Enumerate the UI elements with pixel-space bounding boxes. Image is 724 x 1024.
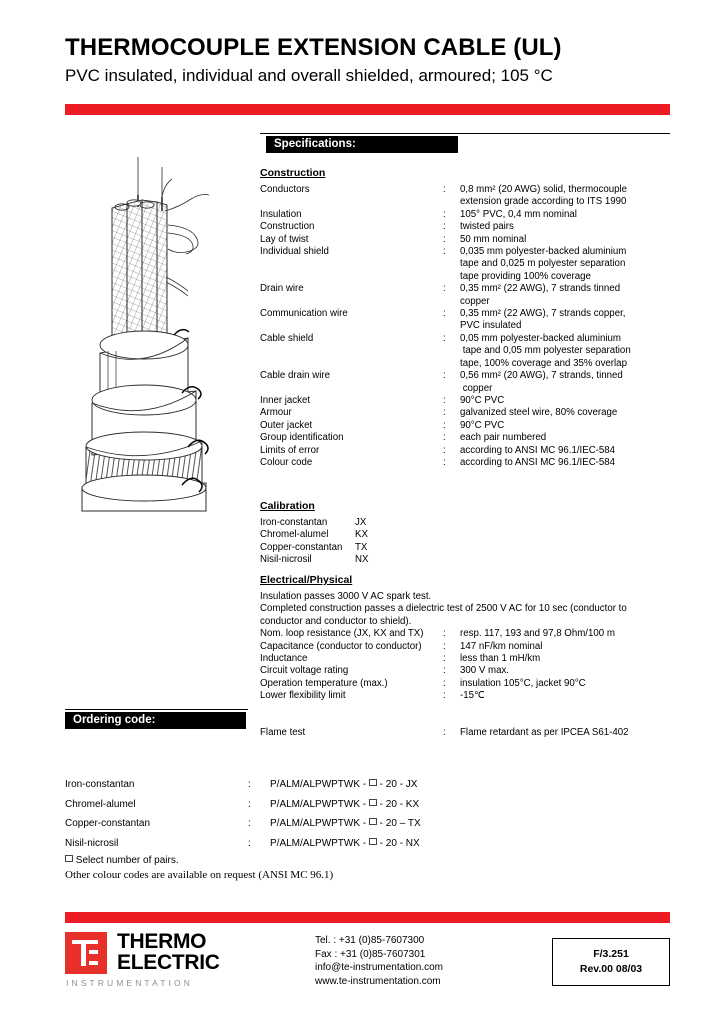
spec-value-line: twisted pairs	[460, 221, 514, 233]
pair-count-checkbox[interactable]	[369, 779, 377, 786]
calibration-row	[260, 554, 672, 566]
electrical-separator: :	[443, 653, 446, 665]
colour-codes-note: Other colour codes are available on request (ANSI MC 96.1)	[65, 869, 334, 881]
ordering-row	[65, 814, 525, 834]
spec-value	[460, 283, 672, 308]
spec-value-line: copper	[460, 295, 490, 307]
spec-value-line: tape and 0,05 mm polyester separation	[460, 345, 631, 357]
spec-value	[460, 246, 672, 283]
pair-count-checkbox[interactable]	[369, 838, 377, 845]
ordering-notes	[65, 854, 333, 883]
spec-value	[460, 432, 672, 444]
calibration-name: Iron-constantan	[260, 517, 328, 528]
spec-value	[460, 308, 672, 333]
spec-row	[260, 457, 672, 469]
ordering-code-prefix: P/ALM/ALPWPTWK -	[270, 837, 369, 849]
spec-separator: :	[443, 419, 446, 431]
ordering-name: Chromel-alumel	[65, 798, 136, 810]
spec-label: Limits of error	[260, 444, 320, 456]
spec-value-line: 105° PVC, 0,4 mm nominal	[460, 208, 577, 220]
spec-value-line: according to ANSI MC 96.1/IEC-584	[460, 444, 616, 456]
electrical-separator: :	[443, 677, 446, 689]
spec-row	[260, 420, 672, 432]
flame-test-section	[260, 727, 672, 739]
spec-label: Insulation	[260, 208, 302, 220]
ordering-code-header: Ordering code:	[65, 712, 246, 729]
spec-value-line: extension grade according to ITS 1990	[460, 196, 627, 208]
spec-value-line: 0,35 mm² (22 AWG), 7 strands tinned	[460, 283, 621, 295]
electrical-value: -15℃	[460, 690, 485, 702]
contact-link[interactable]: www.te-instrumentation.com	[315, 975, 441, 987]
ordering-code-value	[270, 834, 525, 854]
page-subtitle: PVC insulated, individual and overall shielded, armoured; 105 °C	[65, 66, 553, 85]
cable-cutaway-illustration	[70, 155, 220, 520]
footer-red-bar	[65, 912, 670, 923]
spec-label: Colour code	[260, 456, 313, 468]
spec-value-line: 0,035 mm polyester-backed aluminium	[460, 246, 627, 258]
calibration-row	[260, 529, 672, 541]
ordering-separator: :	[248, 798, 251, 810]
calibration-row	[260, 517, 672, 529]
spec-label: Conductors	[260, 184, 310, 195]
document-reference-box	[552, 938, 670, 986]
spec-label: Drain wire	[260, 283, 304, 295]
logo-line-2: ELECTRIC	[117, 951, 220, 974]
spec-separator: :	[443, 432, 446, 444]
specifications-header: Specifications:	[266, 136, 458, 153]
spec-value	[460, 370, 672, 395]
ordering-code-rule	[65, 709, 248, 710]
spec-separator: :	[443, 184, 446, 195]
spec-value-line: 0,05 mm polyester-backed aluminium	[460, 332, 621, 344]
calibration-code: KX	[355, 529, 368, 541]
ordering-code-suffix: - 20 - JX	[376, 779, 418, 790]
electrical-label: Capacitance (conductor to conductor)	[260, 640, 422, 652]
spec-row	[260, 432, 672, 444]
spec-separator: :	[443, 456, 446, 468]
electrical-separator: :	[443, 690, 446, 702]
electrical-statement: Insulation passes 3000 V AC spark test.	[260, 591, 432, 602]
logo-line-1: THERMO	[117, 930, 207, 953]
checkbox-icon[interactable]	[65, 855, 73, 862]
calibration-name: Chromel-alumel	[260, 529, 329, 541]
calibration-name: Nisil-nicrosil	[260, 554, 312, 566]
spec-row	[260, 407, 672, 419]
logo-tagline: INSTRUMENTATION	[66, 978, 193, 988]
electrical-label: Nom. loop resistance (JX, KX and TX)	[260, 628, 424, 640]
electrical-row	[260, 641, 672, 653]
ordering-name: Copper-constantan	[65, 818, 151, 829]
spec-separator: :	[443, 444, 446, 456]
spec-value	[460, 209, 672, 221]
spec-value-line: 90°C PVC	[460, 419, 505, 431]
spec-value-line: 50 mm nominal	[460, 233, 527, 245]
electrical-row	[260, 628, 672, 640]
ordering-code-value	[270, 775, 525, 795]
spec-separator: :	[443, 233, 446, 245]
electrical-label: Lower flexibility limit	[260, 690, 346, 702]
construction-rows	[260, 184, 672, 469]
ordering-code-value	[270, 795, 525, 815]
spec-row	[260, 395, 672, 407]
calibration-code: NX	[355, 554, 369, 566]
ordering-name: Iron-constantan	[65, 779, 135, 790]
spec-label: Outer jacket	[260, 419, 313, 431]
ordering-code-rows	[65, 775, 525, 853]
spec-value	[460, 184, 672, 209]
electrical-statement: Completed construction passes a dielectric test of 2500 V AC for 10 sec (conductor to	[260, 603, 627, 615]
spec-separator: :	[443, 221, 446, 233]
spec-value-line: tape providing 100% coverage	[460, 270, 591, 282]
electrical-separator: :	[443, 640, 446, 652]
ordering-name: Nisil-nicrosil	[65, 837, 119, 849]
spec-separator: :	[443, 208, 446, 220]
header-red-bar	[65, 104, 670, 115]
contact-link[interactable]: info@te-instrumentation.com	[315, 962, 443, 974]
electrical-label: Operation temperature (max.)	[260, 677, 388, 689]
spec-value-line: according to ANSI MC 96.1/IEC-584	[460, 456, 616, 468]
electrical-separator: :	[443, 665, 446, 677]
spec-value	[460, 457, 672, 469]
spec-separator: :	[443, 246, 446, 258]
spec-row	[260, 445, 672, 457]
flame-test-separator: :	[443, 727, 446, 738]
ordering-row	[65, 775, 525, 795]
spec-separator: :	[443, 283, 446, 295]
spec-row	[260, 283, 672, 308]
document-revision: Rev.00 08/03	[579, 963, 643, 975]
electrical-value: insulation 105°C, jacket 90°C	[460, 677, 586, 689]
calibration-code: JX	[355, 517, 367, 528]
spec-value-line: 0,8 mm² (20 AWG) solid, thermocouple	[460, 184, 628, 195]
spec-value	[460, 395, 672, 407]
spec-row	[260, 370, 672, 395]
contact-details	[315, 934, 443, 988]
electrical-value: less than 1 mH/km	[460, 653, 541, 665]
ordering-code-prefix: P/ALM/ALPWPTWK -	[270, 779, 369, 790]
ordering-code-suffix: - 20 - KX	[376, 798, 420, 810]
spec-row	[260, 333, 672, 370]
spec-label: Inner jacket	[260, 394, 311, 406]
document-code: F/3.251	[593, 948, 629, 960]
spec-row	[260, 184, 672, 209]
flame-test-row	[260, 727, 672, 739]
contact-line: Fax : +31 (0)85-7607301	[315, 948, 426, 960]
electrical-value: 147 nF/km nominal	[460, 640, 543, 652]
specifications-rule	[260, 133, 670, 134]
electrical-row	[260, 690, 672, 702]
pair-count-checkbox[interactable]	[369, 818, 377, 825]
spec-value-line: tape and 0,025 m polyester separation	[460, 258, 626, 270]
ordering-code-suffix: - 20 - NX	[376, 837, 420, 849]
spec-value	[460, 333, 672, 370]
spec-label: Construction	[260, 221, 315, 233]
ordering-code-prefix: P/ALM/ALPWPTWK -	[270, 798, 369, 810]
electrical-label: Inductance	[260, 653, 308, 665]
calibration-code: TX	[355, 541, 368, 553]
spec-value	[460, 445, 672, 457]
logo-wordmark	[117, 931, 220, 973]
electrical-statement: conductor and conductor to shield).	[260, 615, 412, 627]
spec-value-line: 90°C PVC	[460, 394, 505, 406]
calibration-section	[260, 500, 672, 567]
spec-value-line: each pair numbered	[460, 432, 547, 444]
ordering-separator: :	[248, 837, 251, 849]
electrical-label: Circuit voltage rating	[260, 665, 349, 677]
te-monogram-icon	[65, 932, 107, 974]
flame-test-value: Flame retardant as per IPCEA S61-402	[460, 727, 629, 738]
electrical-row	[260, 665, 672, 677]
spec-separator: :	[443, 407, 446, 419]
spec-value-line: copper	[460, 382, 493, 394]
page-title: THERMOCOUPLE EXTENSION CABLE (UL)	[65, 34, 562, 61]
spec-separator: :	[443, 370, 446, 382]
spec-separator: :	[443, 308, 446, 320]
spec-row	[260, 234, 672, 246]
spec-separator: :	[443, 394, 446, 406]
spec-value-line: 0,35 mm² (22 AWG), 7 strands copper,	[460, 308, 626, 320]
spec-value	[460, 234, 672, 246]
spec-value-line: PVC insulated	[460, 320, 522, 332]
ordering-code-value	[270, 814, 525, 834]
ordering-row	[65, 834, 525, 854]
spec-value	[460, 221, 672, 233]
select-pairs-note	[65, 854, 333, 868]
calibration-name: Copper-constantan	[260, 541, 343, 553]
spec-value-line: tape, 100% coverage and 35% overlap	[460, 357, 627, 369]
spec-value-line: 0,56 mm² (20 AWG), 7 strands, tinned	[460, 370, 623, 382]
electrical-heading: Electrical/Physical	[260, 574, 353, 586]
electrical-separator: :	[443, 628, 446, 640]
construction-heading: Construction	[260, 167, 326, 179]
spec-label: Individual shield	[260, 246, 329, 258]
electrical-section	[260, 574, 672, 703]
ordering-separator: :	[248, 779, 251, 790]
electrical-value: resp. 117, 193 and 97,8 Ohm/100 m	[460, 628, 615, 640]
spec-label: Lay of twist	[260, 233, 309, 245]
electrical-row	[260, 678, 672, 690]
spec-label: Communication wire	[260, 308, 348, 320]
spec-value	[460, 407, 672, 419]
select-pairs-label: Select number of pairs.	[75, 855, 179, 866]
calibration-rows	[260, 517, 672, 567]
electrical-rows	[260, 628, 672, 702]
electrical-statements	[260, 591, 672, 628]
ordering-row	[65, 795, 525, 815]
ordering-code-prefix: P/ALM/ALPWPTWK -	[270, 818, 369, 829]
spec-label: Cable shield	[260, 332, 314, 344]
ordering-code-suffix: - 20 – TX	[376, 818, 421, 829]
flame-test-label: Flame test	[260, 727, 306, 738]
calibration-heading: Calibration	[260, 500, 315, 512]
electrical-row	[260, 653, 672, 665]
spec-row	[260, 209, 672, 221]
spec-row	[260, 308, 672, 333]
construction-section	[260, 167, 672, 469]
spec-label: Group identification	[260, 432, 344, 444]
ordering-separator: :	[248, 818, 251, 829]
electrical-value: 300 V max.	[460, 665, 510, 677]
contact-line: Tel. : +31 (0)85-7607300	[315, 935, 425, 946]
pair-count-checkbox[interactable]	[369, 799, 377, 806]
spec-value	[460, 420, 672, 432]
spec-row	[260, 246, 672, 283]
calibration-row	[260, 542, 672, 554]
spec-label: Armour	[260, 407, 292, 419]
spec-label: Cable drain wire	[260, 370, 330, 382]
spec-value-line: galvanized steel wire, 80% coverage	[460, 407, 618, 419]
spec-separator: :	[443, 332, 446, 344]
spec-row	[260, 221, 672, 233]
